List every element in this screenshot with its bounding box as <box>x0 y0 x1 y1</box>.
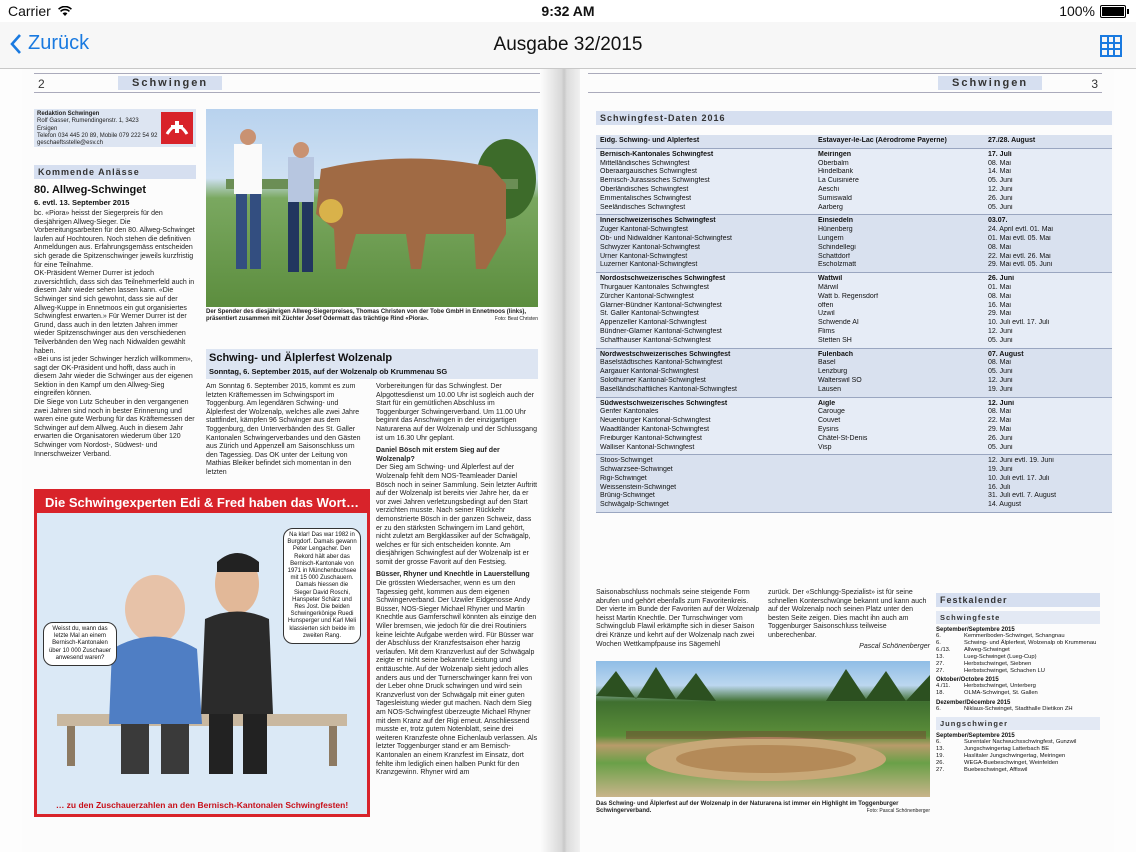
event-name: Schwarzsee-Schwinget <box>600 466 673 474</box>
event-location: Schindellegi <box>818 243 856 251</box>
table-group <box>596 349 1112 398</box>
list-item <box>936 668 1100 675</box>
table-row <box>596 195 1112 204</box>
event-name: Baselländschaftliches Kantonal-Schwingfest <box>600 385 737 393</box>
event-date: 27. <box>936 660 945 667</box>
table-row <box>596 186 1112 195</box>
month-label: Oktober/Octobre 2015 <box>936 677 999 684</box>
event-location: Sumiswald <box>818 194 852 202</box>
event-date: 24. April evtl. 01. Mai <box>988 226 1053 234</box>
event-location: Aigle <box>818 399 836 407</box>
table-row <box>596 275 1112 284</box>
article-paragraph: Vorbereitungen für das Schwingfest. Der Alpgottesdienst um 10.00 Uhr ist sogleich auch der Start für ein gemütlichen Abschluss im Toggenburger Schwingerverband. Um 11.00 Uhr beginnt das Anschwingen in der einzigartigen Naturarena auf der Wolzenalp und der Schlussgang ist um 16.30 Uhr geplant. <box>376 383 537 442</box>
list-item <box>936 767 1100 774</box>
event-location: Wattwil <box>818 275 843 283</box>
month-label: Dezember/Décembre 2015 <box>936 700 1011 707</box>
event-name: Stoos-Schwinget <box>600 457 653 465</box>
event-location <box>818 466 988 475</box>
event-date: 16. Mai <box>988 301 1011 309</box>
article-paragraph: Die grössten Wiedersacher, wenn es um den Tagessieg geht, kommen aus dem eigenen Schwingerverband. Der Uzwiler Eidgenosse Andy Büsser, NOS-Sieger Michael Rhyner und Martin Knechtle aus Gamferschwil könnten als einzige den Wiler bremsen, wie jedoch für die drei Routiniers keine leichte Aufgabe werden wird. Für Büsser war der Abschluss der Kranzfestsaison eher harzig verlaufen. Mit dem Kranzverlust auf der Schwägalp zeigte er nicht seine bekannte Leistung und enttäuschte. Auf der Wolzenalp sieht jedoch alles anders aus und der Turnerschwinger kann frei von der Leber ohne Druck schwingen und wird sein Kranzverlust von der Schwägalp mit einer guten Tagesleistung wieder gut machen. Nach dem Sieg am NOS-Schwingfest überzeugte Michael Rhyner mit dem Kranz auf der Rigi erneut. Anschliessend musste er, trotz gutem Notenblatt, seine drei weiteren Kranzfeste ohne Eichenlaub verlassen. Als letzter Toggenburger stand er am Bernisch-Kantonalen an einem Kranzfest im Einsatz, dort fehlte ihm lediglich einen halben Punkt für den Kranzgewinn. Rhyner wird am <box>376 580 538 777</box>
redaktion-address: Rolf Gasser, Rumendingenstr. 1, 3423 Ersigen <box>37 118 139 132</box>
table-row <box>596 359 1112 368</box>
event-location: Schwende AI <box>818 319 859 327</box>
article-title: Schwing- und Älplerfest Wolzenalp <box>209 352 393 364</box>
left-page <box>22 69 548 852</box>
caption-text: Das Schwing- und Älplerfest auf der Wolzenalp in der Naturarena ist immer ein Highlight im Toggenburger Schwingerverband. <box>596 801 899 814</box>
redaktion-email: geschaeftsstelle@esv.ch <box>37 140 104 147</box>
navigation-bar <box>0 22 1136 69</box>
month-label: September/Septembre 2015 <box>936 733 1015 740</box>
table-row <box>596 235 1112 244</box>
table-row <box>596 160 1112 169</box>
list-item <box>936 739 1100 746</box>
event-date: 13. <box>936 653 945 660</box>
event-location: Oberbalm <box>818 159 849 167</box>
event-date: 10. Juli evtl. 17. Juli <box>988 319 1050 327</box>
event-name: Kemmeriboden-Schwinget, Schangnau <box>964 633 1065 639</box>
event-location: Hünenberg <box>818 226 853 234</box>
table-row <box>596 377 1112 386</box>
list-item <box>936 760 1100 767</box>
table-row <box>596 417 1112 426</box>
event-location: Märwil <box>818 283 839 291</box>
event-date: 12. Juni <box>988 327 1013 335</box>
event-name: Lueg-Schwinget (Lueg-Cup) <box>964 653 1037 660</box>
event-name: Zürcher Kantonal-Schwingfest <box>600 292 694 300</box>
event-date: 19. <box>936 752 945 759</box>
table-row <box>596 302 1112 311</box>
section-label: Schwingen <box>118 76 222 90</box>
event-name: Ob- und Nidwaldner Kantonal-Schwingfest <box>600 234 732 242</box>
table-row <box>596 501 1112 510</box>
table-row <box>596 475 1112 484</box>
event-name: Neuenburger Kantonal-Schwingfest <box>600 417 711 425</box>
list-item <box>936 633 1100 640</box>
wolzenalp-continuation <box>768 589 930 651</box>
page-number: 3 <box>1091 77 1098 91</box>
event-date: 05. Juni <box>988 177 1013 185</box>
event-date: 27./28. August <box>988 137 1036 144</box>
event-name: Thurgauer Kantonales Schwingfest <box>600 283 709 291</box>
event-location: Lausen <box>818 385 841 393</box>
article-subheading: Daniel Bösch mit erstem Sieg auf der Wolzenalp? <box>376 447 500 463</box>
event-name: Eidg. Schwing- und Älplerfest <box>600 137 700 144</box>
table-row <box>596 204 1112 213</box>
festkalender-list <box>936 683 1100 697</box>
allweg-article <box>34 184 196 459</box>
event-date: 08. Mai <box>988 408 1011 416</box>
event-name: Baselstädtisches Kantonal-Schwingfest <box>600 359 723 367</box>
event-name: Brünig-Schwinget <box>600 492 655 500</box>
event-date: 12. Juni evtl. 19. Juni <box>988 457 1054 465</box>
article-paragraph: Der Sieg am Schwing- und Älplerfest auf der Wolzenalp fehlt dem NOS-Teamleader Daniel Bösch noch in seiner Sammlung. Sein letzter Auftritt auf der Wolzenalp ist bereits vier Jahre her, da er vor zwei Jahren verletzungsbedingt auf den Start verzichten musste. Nach seiner Rückkehr demonstrierte Bösch in der ganzen Schweiz, dass er zu den stärksten Schwingern im Land gehört, nicht zuletzt am Bergklassiker auf der Schwägalp, welches er für sich entscheiden konnte. Am diesjährigen Schwingfest auf der Wolzenalp ist er somit der grosse Favorit auf den Festsieg. <box>376 464 538 566</box>
event-name: Rigi-Schwinget <box>600 474 647 482</box>
event-location <box>818 484 988 493</box>
event-location: Lungern <box>818 234 844 242</box>
event-name: Bündner-Glarner Kantonal-Schwingfest <box>600 327 722 335</box>
table-row <box>596 466 1112 475</box>
cartoon-title: Die Schwingexperten Edi & Fred haben das Wort… <box>37 492 367 513</box>
table-row <box>596 444 1112 453</box>
article-paragraph: «Bei uns ist jeder Schwinger herzlich willkommen», sagt der OK-Präsident und hofft, dass auch in diesem Jahr wieder die Schwinger aus der eigenen Sektion in den Kampf um den Allweg-Sieg eingreifen können. <box>34 356 193 398</box>
event-date: 18. <box>936 690 945 697</box>
event-date: 14. August <box>988 501 1022 509</box>
table-row <box>596 226 1112 235</box>
redaktion-box <box>34 109 196 147</box>
wolzenalp-article <box>206 349 538 379</box>
wolzenalp-column-2 <box>376 383 538 778</box>
event-date: 05. Juni <box>988 203 1013 211</box>
event-name: Oberländisches Schwingfest <box>600 185 689 193</box>
festkalender <box>936 593 1100 774</box>
festkalender-list <box>936 706 1100 713</box>
event-name: Genfer Kantonales <box>600 408 659 416</box>
speech-bubble-right: Na klar! Das war 1982 in Burgdorf. Damals gewann Peter Lengacher. Den Rekord hält aber das Bernisch-Kantonale von 1971 in Münchenbuchsee mit 15 000 Zuschauern. Damals hiessen die Sieger David Roschi, Hanspeter Schärz und Res Jost. Die beiden Schwingerkönige Ruedi Hunsperger und Karl Meli klassierten sich beide im zweiten Rang. <box>283 528 361 644</box>
event-name: Schwyzer Kantonal-Schwingfest <box>600 243 700 251</box>
table-row <box>596 137 1112 146</box>
table-row <box>596 253 1112 262</box>
event-date: 19. Juni <box>988 385 1013 393</box>
event-location: Hindelbank <box>818 168 854 176</box>
event-name: Urner Kantonal-Schwingfest <box>600 252 688 260</box>
section-label: Schwingen <box>938 76 1042 90</box>
table-row <box>596 168 1112 177</box>
event-name: Bernisch-Jurassisches Schwingfest <box>600 177 710 185</box>
event-location: Flims <box>818 327 835 335</box>
page-header <box>588 73 1102 93</box>
event-name: Mittelländisches Schwingfest <box>600 159 690 167</box>
event-date: 27. <box>936 766 945 773</box>
event-date: 29. Mai <box>988 310 1011 318</box>
event-date: 03.07. <box>988 217 1008 225</box>
schwingfeste-subheading: Schwingfeste <box>936 611 1100 624</box>
table-row <box>596 457 1112 466</box>
event-date: 6. <box>936 639 941 646</box>
event-location: Einsiedeln <box>818 217 854 225</box>
event-date: 27. <box>936 667 945 674</box>
schwingfest-dates-table <box>596 135 1112 513</box>
event-location: Couvet <box>818 417 841 425</box>
list-item <box>936 746 1100 753</box>
event-location: Carouge <box>818 408 845 416</box>
table-row <box>596 217 1112 226</box>
event-date: 6. <box>936 739 941 746</box>
magazine-spread[interactable] <box>0 69 1136 852</box>
list-item <box>936 753 1100 760</box>
event-date: 29. Mai <box>988 425 1011 433</box>
event-date: 26. Juni <box>988 275 1015 283</box>
kommende-anlaesse-heading: Kommende Anlässe <box>34 165 196 179</box>
event-location: Châtel-St-Denis <box>818 434 868 442</box>
event-date: 19. Juni <box>988 466 1013 474</box>
event-location: Meiringen <box>818 150 852 158</box>
clock: 9:32 AM <box>541 3 595 19</box>
page-header <box>34 73 544 93</box>
event-date: 16. Juli <box>988 483 1011 491</box>
event-date: 14. Mai <box>988 168 1011 176</box>
event-date: 13. <box>936 746 945 753</box>
list-item <box>936 647 1100 654</box>
right-page <box>580 69 1114 852</box>
event-location <box>818 457 988 466</box>
event-name: Allweg-Schwinget <box>964 646 1010 653</box>
event-date: 08. Mai <box>988 159 1011 167</box>
event-location: Aeschi <box>818 185 840 193</box>
event-date: 6. <box>936 706 941 713</box>
event-date: 08. Mai <box>988 359 1011 367</box>
event-date: 07. August <box>988 350 1024 358</box>
event-name: Schaffhauser Kantonal-Schwingfest <box>600 336 711 344</box>
event-location: Basel <box>818 359 836 367</box>
event-name: Appenzeller Kantonal-Schwingfest <box>600 319 707 327</box>
event-name: Zuger Kantonal-Schwingfest <box>600 226 688 234</box>
festkalender-list <box>936 633 1100 674</box>
event-name: Aargauer Kantonal-Schwingfest <box>600 368 699 376</box>
event-name: Emmentalisches Schwingfest <box>600 194 692 202</box>
table-group <box>596 398 1112 456</box>
table-row <box>596 261 1112 270</box>
article-paragraph: zurück. Der «Schlungg-Spezialist» ist für seine schnellen Konterschwünge bekannt und kann auch auf der Wolzenalp noch seinen Platz unter den besten Seite zeigen. Dies macht ihn auch am Toggenburger Saisonschluss teilweise unberechenbar. <box>768 589 927 639</box>
event-location: Stetten SH <box>818 336 852 344</box>
esv-logo <box>161 112 193 144</box>
article-paragraph: Saisonabschluss nochmals seine steigende Form abrufen und gehört ebenfalls zum Favoritenkreis. Der vierte im Bunde der Favoriten auf der Wolzenalp heisst Martin Knechtle. Der Turnschwinger vom Schwingclub Flawil erkämpfte sich in dieser Saison drei Kränze und kehrt auf der Wolzenalp nach zwei Wochen Wettkampfpause ins Sägemehl <box>596 589 760 648</box>
caption-text: Der Spender des diesjährigen Allweg-Siegerpreises, Thomas Christen von der Tobe GmbH in Ennetmoos (links), präsentiert zusammen mit Züchter Josef Odermatt das trächtige Rind «Piora». <box>206 309 527 322</box>
festkalender-heading: Festkalender <box>936 593 1100 607</box>
event-location: Uzwil <box>818 310 835 318</box>
event-name: Luzerner Kantonal-Schwingfest <box>600 261 698 269</box>
article-author: Pascal Schönenberger <box>859 642 930 650</box>
article-subheading: Büsser, Rhyner und Knechtle in Lauerstellung <box>376 571 530 579</box>
table-row <box>596 337 1112 346</box>
photo1-caption <box>206 309 538 323</box>
list-item <box>936 683 1100 690</box>
table-row <box>596 319 1112 328</box>
cartoon-box <box>34 489 370 817</box>
festkalender-list <box>936 739 1100 774</box>
list-item <box>936 640 1100 647</box>
article-paragraph: Am Sonntag 6. September 2015, kommt es zum letzten Kräftemessen im Schwingsport im Toggenburg. Am legendären Schwing- und Älplerfest der Wolzenalp, welches alle zwei Jahre stattfindet, kämpfen 96 Schwinger aus dem Toggenburg, den Unterverbänden des St. Galler Kantonalen Schwingerverbandes und den Gästen aus Zürich und Appenzell am Saisonschluss um den Tagessieg. Das OK unter der Leitung von Mathias Bleiker befindet sich momentan in den letzten <box>206 383 361 476</box>
event-location: La Cuisinière <box>818 177 859 185</box>
event-name: WEGA-Buebeschwinget, Weinfelden <box>964 759 1059 766</box>
event-location: Aarberg <box>818 203 843 211</box>
table-row <box>596 368 1112 377</box>
event-name: Niklaus-Schwinget, Stadthalle Dietikon ZH <box>964 706 1073 713</box>
table-group <box>596 149 1112 216</box>
event-name: Solothurner Kantonal-Schwingfest <box>600 376 706 384</box>
table-group <box>596 215 1112 273</box>
event-location: Estavayer-le-Lac (Aérodrome Payerne) <box>818 137 947 144</box>
event-date: 17. Juli <box>988 150 1012 158</box>
event-date: 6. <box>936 633 941 639</box>
table-row <box>596 386 1112 395</box>
event-location: Fulenbach <box>818 350 854 358</box>
event-name: OLMA-Schwinget, St. Gallen <box>964 690 1038 697</box>
article-paragraph: bc. «Piora» heisst der Siegerpreis für den diesjährigen Allweg-Sieger. Die Vorbereitungsarbeiten für den 80. Allweg-Schwinget laufen auf Hochtouren. Noch stehen die definitiven Anmeldungen aus. Erfahrungsgemäss entscheiden sich gerade die Spitzenschwinger jeweils kurzfristig für eine Teilnahme. <box>34 210 195 269</box>
battery-icon <box>1100 5 1126 18</box>
event-date: 22. Mai evtl. 26. Mai <box>988 252 1051 260</box>
event-date: 08. Mai <box>988 243 1011 251</box>
event-location: Watt b. Regensdorf <box>818 292 879 300</box>
event-date: 6./13. <box>936 646 951 653</box>
event-location <box>818 475 988 484</box>
event-name: Oberaargauisches Schwingfest <box>600 168 697 176</box>
photo-credit: Foto: Pascal Schönenberger <box>866 808 930 814</box>
list-item <box>936 654 1100 661</box>
photo-credit: Foto: Beat Christen <box>494 316 538 322</box>
event-name: Walliser Kantonal-Schwingfest <box>600 443 695 451</box>
event-date: 08. Mai <box>988 292 1011 300</box>
event-location <box>818 501 988 510</box>
status-bar <box>0 0 1136 22</box>
table-row <box>596 284 1112 293</box>
event-date: 10. Juli evtl. 17. Juli <box>988 474 1050 482</box>
table-row <box>596 177 1112 186</box>
table-row <box>596 293 1112 302</box>
table-row <box>596 435 1112 444</box>
table-row <box>596 426 1112 435</box>
event-name: Schwägalp-Schwinget <box>600 501 669 509</box>
article-paragraph: OK-Präsident Werner Durrer ist jedoch zuversichtlich, dass sich das Teilnehmerfeld auch in diesem Jahr wieder sehen lassen kann. «Die Schwinger sind sich gewohnt, dass sie auf der Allweg-Kuppe in Ennetmoos ein gut organisiertes Schwingfest erwarten.» Für Werner Durrer ist der Grund, dass auch in den letzten Jahren immer wieder Spitzenschwinger aus den verschiedenen Teilverbänden den Weg nach Nidwalden gewählt haben. <box>34 270 195 355</box>
redaktion-phone: Telefon 034 445 20 89, Mobile 079 222 54 92 <box>37 132 158 139</box>
jungschwinger-subheading: Jungschwinger <box>936 717 1100 730</box>
list-item <box>936 690 1100 697</box>
event-location <box>818 492 988 501</box>
event-name: Weissenstein-Schwinget <box>600 483 677 491</box>
event-name: Nordostschweizerisches Schwingfest <box>600 275 726 283</box>
schwingfest-daten-heading: Schwingfest-Daten 2016 <box>596 111 1112 125</box>
event-date: 12. Juni <box>988 399 1015 407</box>
event-date: 05. Juni <box>988 443 1013 451</box>
event-date: 26. <box>936 759 945 766</box>
event-date: 26. Juni <box>988 434 1013 442</box>
cartoon-footer: … zu den Zuschauerzahlen an den Bernisch-Kantonalen Schwingfesten! <box>55 800 349 810</box>
event-date: 01. Mai <box>988 283 1011 291</box>
event-location: offen <box>818 301 834 309</box>
photo2-caption <box>596 801 930 815</box>
battery-status <box>1059 3 1126 19</box>
back-label: Zurück <box>28 32 90 54</box>
table-group <box>596 455 1112 513</box>
battery-percent: 100% <box>1059 3 1095 19</box>
event-name: Nordwestschweizerisches Schwingfest <box>600 350 731 358</box>
redaktion-title: Redaktion Schwingen <box>37 111 100 117</box>
table-row <box>596 484 1112 493</box>
speech-bubble-left: Weisst du, wann das letzte Mal an einem Bernisch-Kantonalen über 10 000 Zuschauer anwesend waren? <box>43 622 117 666</box>
month-label: September/Septembre 2015 <box>936 627 1015 633</box>
event-location: Lenzburg <box>818 368 848 376</box>
page-title: Ausgabe 32/2015 <box>493 34 643 55</box>
event-location: Walterswil SO <box>818 376 862 384</box>
wolzenalp-arena-photo <box>596 661 930 797</box>
event-date: 05. Juni <box>988 336 1013 344</box>
event-location: Escholzmatt <box>818 261 857 269</box>
article-paragraph: Die Siege von Lutz Scheuber in den vergangenen zwei Jahren sind noch in bester Erinnerung und waren eine gute Werbung für das Kräftemessen der Schwinger auf dem Allweg. Auch in diesem Jahr erwarten die Organisatoren wiederum über 120 Schwinger vom Nordost-, Südwest- und Innerschweizer Verband. <box>34 399 195 458</box>
event-date: 05. Juni <box>988 368 1013 376</box>
event-name: Südwestschweizerisches Schwingfest <box>600 399 728 407</box>
event-name: Herbstschwinget, Schachen LU <box>964 667 1045 674</box>
event-name: Herbstschwinget, Unterberg <box>964 683 1036 690</box>
event-name: Jungschwingertag Latterbach BE <box>964 746 1050 753</box>
event-name: Freiburger Kantonal-Schwingfest <box>600 434 702 442</box>
list-item <box>936 706 1100 713</box>
event-name: Schwing- und Älplerfest, Wolzenalp ob Krummenau <box>964 639 1097 646</box>
article-date: 6. evtl. 13. September 2015 <box>34 198 130 207</box>
event-date: 31. Juli evtl. 7. August <box>988 492 1057 500</box>
event-date: 12. Juni <box>988 376 1013 384</box>
article-date: Sonntag, 6. September 2015, auf der Wolzenalp ob Krummenau SG <box>209 367 448 376</box>
event-date: 22. Mai <box>988 417 1011 425</box>
table-row <box>596 310 1112 319</box>
event-name: St. Galler Kantonal-Schwingfest <box>600 310 699 318</box>
event-date: 12. Juni <box>988 185 1013 193</box>
event-name: Glarner-Bündner Kantonal-Schwingfest <box>600 301 722 309</box>
carrier-label: Carrier <box>8 3 72 19</box>
table-row <box>596 400 1112 409</box>
event-date: 4./11. <box>936 683 951 690</box>
table-row <box>596 151 1112 160</box>
cow-photo <box>206 109 538 307</box>
event-name: Haslitaler Jungschwingertag, Meiringen <box>964 752 1066 759</box>
table-row <box>596 408 1112 417</box>
article-title: 80. Allweg-Schwinget <box>34 184 147 196</box>
event-name: Herbstschwinget, Siebnen <box>964 660 1032 667</box>
event-location: Visp <box>818 443 832 451</box>
table-group <box>596 135 1112 149</box>
grid-view-icon[interactable] <box>1100 35 1122 57</box>
event-name: Seeländisches Schwingfest <box>600 203 686 211</box>
table-row <box>596 351 1112 360</box>
table-group <box>596 273 1112 348</box>
event-name: Surentaler Nachwuchsschwingfest, Gunzwil <box>964 739 1077 746</box>
event-date: 01. Mai evtl. 05. Mai <box>988 234 1051 242</box>
event-name: Waadtländer Kantonal-Schwingfest <box>600 425 710 433</box>
event-location: Schattdorf <box>818 252 850 260</box>
event-name: Buebeschwinget, Affiswil <box>964 766 1028 773</box>
event-date: 26. Juni <box>988 194 1013 202</box>
page-number: 2 <box>38 77 45 91</box>
list-item <box>936 661 1100 668</box>
event-name: Innerschweizerisches Schwingfest <box>600 217 716 225</box>
table-row <box>596 492 1112 501</box>
table-row <box>596 244 1112 253</box>
table-row <box>596 328 1112 337</box>
event-name: Bernisch-Kantonales Schwingfest <box>600 150 714 158</box>
event-date: 29. Mai evtl. 05. Juni <box>988 261 1053 269</box>
event-location: Eysins <box>818 425 839 433</box>
